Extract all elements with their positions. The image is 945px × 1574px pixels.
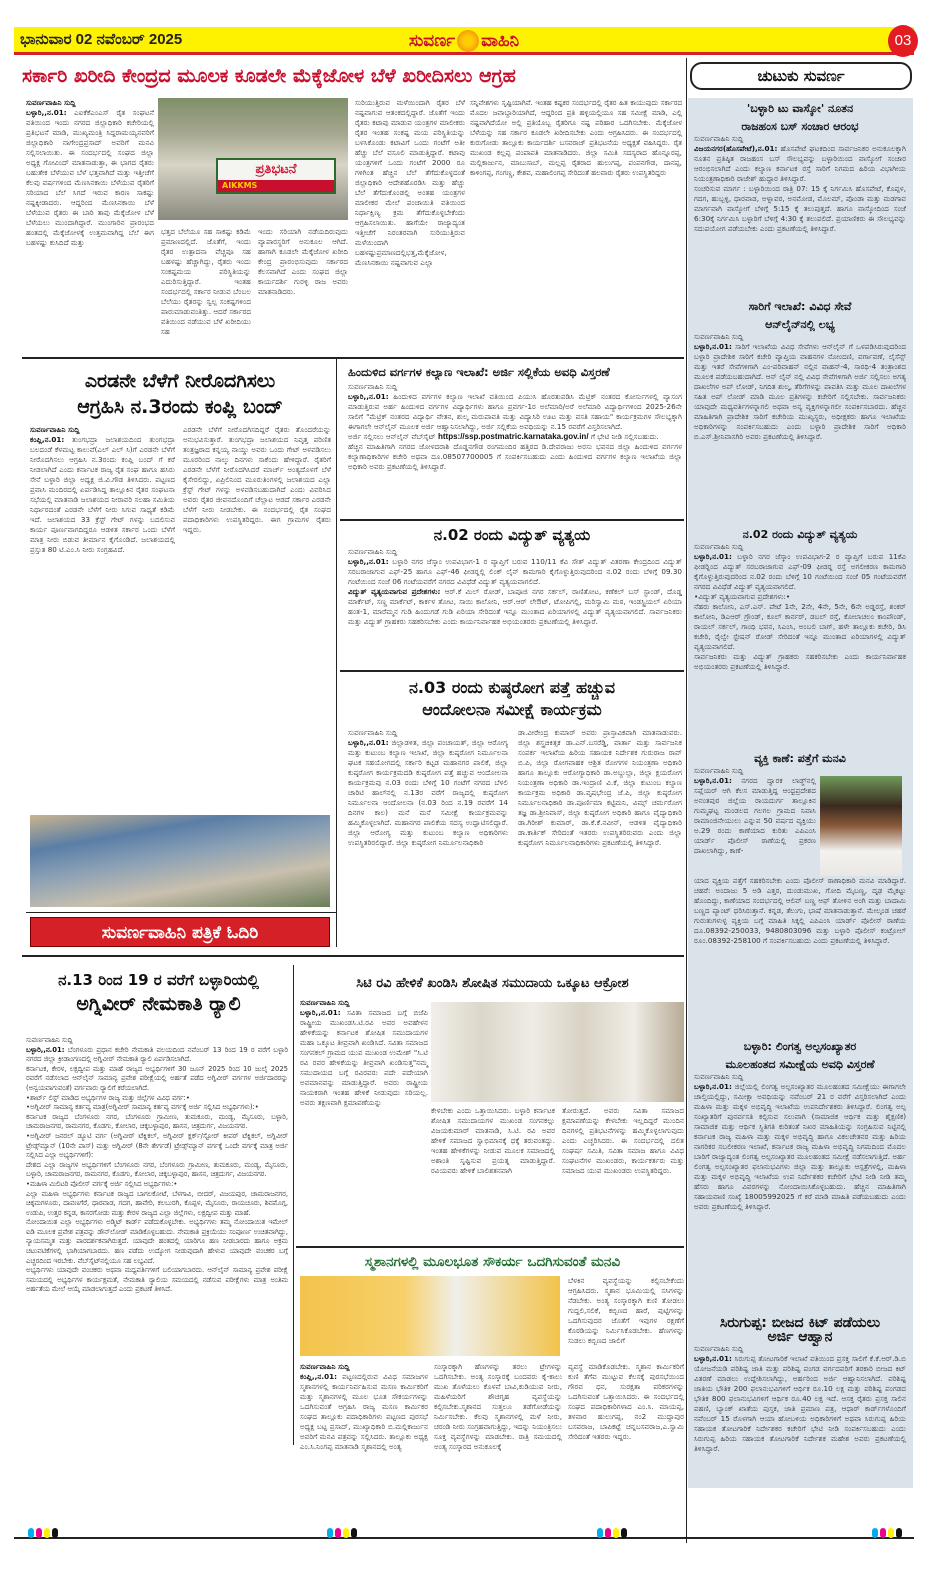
yellow-dot-icon	[613, 1528, 619, 1538]
article-text: ಆರ್.ಕೆ ಮಿಲ್ ರೋಡ್, ಬಾಪೂಜಿ ನಗರ ಸರ್ಕಲ್, ರಾಣಿತೋಟ, ಕಣೆಕಲ್ ಬಸ್ ಸ್ಟಾಂಡ್, ದೊಡ್ಡ ಮಾರ್ಕೆಟ್, ಸಣ್ಣ ಮಾರ್ಕೆಟ್, ಕಾರ್ಕಳ ತೋಟ, ಸಾಯಿ ಕಾಲೋನಿ, ಆರ್.ಆರ್ ಲೇಔಟ್, ಟೋಪಿಗಲ್ಲಿ, ಮರಿಸ್ವಾಮಿ ಮಠ, ಇಂಡಸ್ಟ್ರಿಯಲ್ ಏರಿಯಾ ಹಂತ-1, ಮಾರೆಮ್ಮನ ಗುಡಿ ಹಿಂದುಗಡೆ ಗುಡಿ ಏರಿಯಾ ಸೇರಿದಂತೆ ಇನ್ನೂ ಮುಂತಾದ ಏರಿಯಾಗಳಲ್ಲಿ ವಿದ್ಯುತ್ ವ್ಯತ್ಯಯವಾಗಲಿದೆ. ಸಾರ್ವಜನಿಕರು ಮತ್ತು ವಿದ್ಯುತ್ ಗ್ರಾಹಕರು ಸಹಕರಿಸಬೇಕು ಎಂದು ಕಾರ್ಯನಿರ್ವಾಹಕ ಅಭಿಯಂತರರು ಪ್ರಕಟಣೆಯಲ್ಲಿ ತಿಳಿಸಿದ್ದಾರೆ.	[348, 587, 682, 626]
maize-headline: ಸರ್ಕಾರಿ ಖರೀದಿ ಕೇಂದ್ರದ ಮೂಲಕ ಕೂಡಲೇ ಮೆಕ್ಕೆಜೋಳ ಬೆಳೆ ಖರೀದಿಸಲು ಆಗ್ರಹ	[22, 65, 516, 87]
article-text: •ಮಹಿಳಾ ಮಿಲಿಟರಿ ಪೊಲೀಸ್ ವರ್ಗಕ್ಕೆ ಅರ್ಜಿ ಸಲ್ಲಿಸಿದ ಅಭ್ಯರ್ಥಿಗಳು:•	[26, 1179, 178, 1188]
areas-label: ವಿದ್ಯುತ್ ವ್ಯತ್ಯಯವಾಗುವ ಪ್ರದೇಶಗಳು:	[348, 587, 441, 596]
sidebar-item-missing-person	[694, 752, 906, 946]
article-text: ಅರ್ಜಿ ಸಲ್ಲಿಸಲು ಆನ್‍ಲೈನ್ ವೆಬ್‍ಸೈಟ್	[348, 432, 436, 441]
article-text: ಎಲ್ಲಾ ಮಹಿಳಾ ಅಭ್ಯರ್ಥಿಗಳು ಕರ್ನಾಟಕ ರಾಜ್ಯದ ಬಾಗಲಕೋಟೆ, ಬೆಳಗಾವಿ, ಬೀದರ್, ವಿಜಯಪುರ, ಚಾಮರಾಜನಗರ, ಚಿಕ್ಕಮಗಳೂರು, ದಾವಣಗೆರೆ, ಧಾರವಾಡ, ಗದಗ, ಹಾವೇರಿ, ಕಲಬುರಗಿ, ಕೊಪ್ಪಳ, ಮೈಸೂರು, ರಾಯಚೂರು, ಶಿವಮೊಗ್ಗ, ಉಡುಪಿ, ಉತ್ತರ ಕನ್ನಡ, ಕಾಸರಗೋಡು ಮತ್ತು ಕೇರಳ ರಾಜ್ಯದ ಎಲ್ಲಾ ಜಿಲ್ಲೆಗಳು, ಲಕ್ಷದ್ವೀಪ ಮತ್ತು ಮಾಹೆ.	[26, 1189, 288, 1217]
headline-line: ಎರಡನೇ ಬೆಳೆಗೆ ನೀರೊದಗಿಸಲು	[84, 370, 276, 392]
headline-line: ನ.03 ರಂದು ಕುಷ್ಠರೋಗ ಪತ್ತೆ ಹಚ್ಚುವ	[409, 678, 615, 697]
divider	[22, 357, 684, 359]
dateline: ಬಳ್ಳಾರಿ,ನ.01:	[694, 342, 732, 351]
sidebar-item-bus	[694, 102, 906, 234]
brief-headline: ಸಿರುಗುಪ್ಪ: ಬೀಜದ ಕಿಟ್ ಪಡೆಯಲು	[719, 1315, 881, 1331]
kampli-headline	[30, 368, 330, 420]
brief-text: ಸಾರ್ವಜನಿಕರು ಮತ್ತು ವಿದ್ಯುತ್ ಗ್ರಾಹಕರು ಸಹಕರಿಸಬೇಕು ಎಂದು ಕಾರ್ಯನಿರ್ವಾಹಕ ಅಭಿಯಂತರರು ಪ್ರಕಟಣೆಯಲ್ಲಿ ತಿಳಿಸಿದ್ದಾರೆ.	[694, 652, 906, 671]
protest-photo	[158, 98, 348, 220]
byline: ಸುವರ್ಣವಾಹಿನಿ ಸುದ್ದಿ	[300, 1362, 350, 1371]
cemetery-headline: ಸ್ಮಶಾನಗಳಲ್ಲಿ ಮೂಲಭೂತ ಸೌಕರ್ಯ ಒದಗಿಸುವಂತೆ ಮನವಿ	[364, 1254, 621, 1270]
brief-headline: 'ಬಳ್ಳಾರಿ ಟು ವಾಸ್ಕೋ' ನೂತನ	[746, 102, 854, 115]
missing-person-photo	[820, 776, 902, 876]
registration-mark	[597, 1528, 627, 1538]
registration-mark	[872, 1528, 902, 1538]
article-text: ಕರ್ನಾಟಕ ರಾಜ್ಯದ ಬೆಂಗಳೂರು ನಗರ, ಬೆಂಗಳೂರು ಗ್ರಾಮೀಣ, ತುಮಕೂರು, ಮಂಡ್ಯ, ಮೈಸೂರು, ಬಳ್ಳಾರಿ, ಚಾಮರಾಜನಗರ, ರಾಮನಗರ, ಕೊಡಗು, ಕೋಲಾರ, ಚಿಕ್ಕಬಳ್ಳಾಪುರ, ಹಾಸನ, ಚಿತ್ರದುರ್ಗ, ವಿಜಯನಗರ.	[26, 1112, 288, 1131]
page-number: 03	[888, 25, 918, 57]
bottom-rule	[14, 1537, 914, 1539]
headline-line: ಆಂದೋಲನಾ ಸಮೀಕ್ಷೆ ಕಾರ್ಯಕ್ರಮ	[422, 700, 602, 719]
article-text: •ಅಗ್ನಿವೀರ್ ಜನರಲ್ ಡ್ಯೂಟಿ ವರ್ಗ (ಅಗ್ನಿವೀರ್ ಟೆಕ್ನಿಕಲ್, ಅಗ್ನಿವೀರ್ ಕ್ಲರ್ಕ್/ಸ್ಟೋರ್ ಕೀಪರ್ ಟೆಕ್ನಿಕಲ್, ಅಗ್ನಿವೀರ್ ಟ್ರೇಡ್ಸ್‌ಮ್ಯಾನ್ (10ನೇ ಪಾಸ್) ಮತ್ತು ಅಗ್ನಿವೀರ್ (8ನೇ ತೇರ್ಗಡೆ) ಟ್ರೇಡ್ಸ್‌ಮ್ಯಾನ್ ವರ್ಗಕ್ಕೆ ಒಂದೇ ವರ್ಗಕ್ಕೆ ಮಾತ್ರ ಅರ್ಜಿ ಸಲ್ಲಿಸಿದ ಎಲ್ಲಾ ಅಭ್ಯರ್ಥಿಗಳಿಗೆ):	[26, 1131, 288, 1160]
cyan-dot-icon	[872, 1528, 878, 1538]
byline: ಸುವರ್ಣವಾಹಿನಿ ಸುದ್ದಿ	[694, 542, 744, 551]
article-text: ಎಐಕೆಕೆಎಂಎಸ್ ರೈತ ಸಂಘಟನೆ ವತಿಯಿಂದ ಇಂದು ನಗರದ ಜಿಲ್ಲಾಧಿಕಾರಿ ಕಚೇರಿಯಲ್ಲಿ ಪ್ರತಿಭಟನೆ ಮಾಡಿ, ಮುಖ್ಯಮಂತ್ರಿ ಸಿದ್ದರಾಮಯ್ಯನವರಿಗೆ ಜಿಲ್ಲಾಧಿಕಾರಿ ನಾಗೇಂದ್ರಪ್ರಸಾದ್ ಅವರಿಗೆ ಮನವಿ ಸಲ್ಲಿಸಲಾಯಿತು. ಈ ಸಂದರ್ಭದಲ್ಲಿ ಸಂಘದ ಜಿಲ್ಲಾ ಅಧ್ಯಕ್ಷ ಗೋವಿಂದ್ ಮಾತನಾಡುತ್ತಾ, ಈ ಭಾಗದ ರೈತರು ಬಹುತೇಕ ಬೆಳೆಯುವ ಬೆಳೆ ಭತ್ತವಾಗಿದೆ ಮತ್ತು ಇತ್ತೀಚೆಗೆ ಕೆಲವು ವರ್ಷಗಳಿಂದ ಮೆಣಸಿನಕಾಯಿ ಬೆಳೆಯುವ ರೈತರಿಗೆ ಸರಿಯಾದ ಬೆಲೆ ಸಿಗದೆ ಇರುವ ಕಾರಣ ಸಾಕಷ್ಟು ನಷ್ಟಕ್ಕೀಡಾದರು. ಆದ್ದರಿಂದ ಮೆಣಸಿನಕಾಯಿ ಬೆಳೆ ಬೆಳೆಯುವ ರೈತರು ಈ ಬಾರಿ ತಾವು ಮೆಕ್ಕೆಜೋಳ ಬೆಳೆ ಬೆಳೆಯಲು ಮುಂದಾಗಿದ್ದಾರೆ. ಮುಂಗಾರಿನ ಪ್ರಾರಂಭದ ಹಂತದಲ್ಲಿ ಮೆಕ್ಕೆಜೋಳಕ್ಕೆ ಉತ್ತಮವಾಗಿದ್ದ ಬೆಲೆ ಈಗ ಬಹಳಷ್ಟು ಕುಸಿದಿದೆ ಮತ್ತು	[26, 108, 154, 247]
article-text: ದೇಶದ ಎಲ್ಲಾ ರಾಜ್ಯಗಳ ಅಭ್ಯರ್ಥಿಗಳಿಗೆ ಬೆಂಗಳೂರು ನಗರ, ಬೆಂಗಳೂರು ಗ್ರಾಮೀಣ, ತುಮಕೂರು, ಮಂಡ್ಯ, ಮೈಸೂರು, ಬಳ್ಳಾರಿ, ಚಾಮರಾಜನಗರ, ರಾಮನಗರ, ಕೊಡಗು, ಕೋಲಾರ, ಚಿಕ್ಕಬಳ್ಳಾಪುರ, ಹಾಸನ, ಚಿತ್ರದುರ್ಗ, ವಿಜಯನಗರ.	[26, 1160, 288, 1179]
agniveer-headline	[26, 968, 291, 1016]
brief-headline: ಸಾರಿಗೆ ಇಲಾಖೆ: ವಿವಿಧ ಸೇವೆ	[748, 300, 852, 313]
cemetery-article-col2: ಸಂಸ್ಕಾರಕ್ಕಾಗಿ ಹೆಣಗಳನ್ನು ತರಲು ಟ್ರೇಗಳನ್ನು ಒದಗಿಸಬೇಕು. ಅಂತ್ಯ ಸಂಸ್ಕಾರಕ್ಕೆ ಬಂದವರು ಕೈ-ಕಾಲು ಮುಖ ತೊಳೆಯಲು ಕೊಳವೆ ಬಾವಿ,ಕುಡಿಯುವ ನೀರು, ಮಹಿಳೆಯರಿಗೆ ಶೌಚಗೃಹ ವ್ಯವಸ್ಥೆಯನ್ನು ಕಲ್ಪಿಸಬೇಕು.ಸ್ಮಶಾನದ ಸುತ್ತಲೂ ತಡೆಗೋಡೆಯನ್ನು ನಿರ್ಮಿಸಬೇಕು. ಕೆಲವು ಸ್ಮಶಾನಗಳಲ್ಲಿ ಮಳೆ ನೀರು, ಚರಂಡಿ ನೀರು ಸಂಗ್ರಹವಾಗುತ್ತಿದ್ದು, ಇದನ್ನು ನಿಯಂತ್ರಿಸಲು ಸೂಕ್ತ ವ್ಯವಸ್ಥೆಗಳನ್ನು ಮಾಡಬೇಕು. ರಾತ್ರಿ ಸಮಯದಲ್ಲಿ ಅಂತ್ಯ ಸಂಸ್ಕಾರದ ಅನುಕೂಲಕ್ಕೆ	[434, 1362, 562, 1451]
community-leaders-photo	[431, 1002, 684, 1102]
cemetery-article-col3-bottom: ವ್ಯವಸ್ಥೆ ಮಾಡಿಕೊಡಬೇಕು. ಸ್ಮಶಾನ ಕಾರ್ಮಿಕರಿಗೆ ಕುಣಿ ತೆಗೆವ ಮುಟ್ಟುವ ಕೆಲಸಕ್ಕೆ ಪುರಸಭೆಯಿಂದ ಗೌರವ ಧನ, ಸುರಕ್ಷತಾ ಪರಿಕರಗಳನ್ನು ಒದಗಿಸುವಂತೆ ಒತ್ತಾಯಿಸಿದರು. ಈ ಸಂದರ್ಭದಲ್ಲಿ ಸಂಘದ ಪದಾಧಿಕಾರಿಗಳಾದ ಎಂ.ಸಿ. ಮಾಯಪ್ಪ, ತಳವಾರ ಹುಲುಗಪ್ಪ, ನಂ2 ಮುದ್ದಾಪುರ ಬಸವರಾಜ, ಬಾಪಿಕಟ್ಟೆ ಚನ್ನಬಸವರಾಜ,ಎ.ಸ್ವಾಮಿ ಸೇರಿದಂತೆ ಇತರರು ಇದ್ದರು.	[568, 1362, 684, 1441]
brief-headline: ಆನ್‍ಲೈನ್‍ನಲ್ಲಿ ಲಭ್ಯ	[765, 318, 835, 331]
leprosy-article-col2: ಡಾ.ವೀರೇಂದ್ರ ಕುಮಾರ್ ಅವರು ಪ್ರಾಸ್ತಾವಿಕವಾಗಿ ಮಾತನಾಡುವರು. ಜಿಲ್ಲಾ ಶಸ್ತ್ರಚಿಕಿತ್ಸಕ ಡಾ.ಎನ್.ಬಸರೆಡ್ಡಿ, ವಾರ್ತಾ ಮತ್ತು ಸಾರ್ವಜನಿಕ ಸಂಪರ್ಕ ಇಲಾಖೆಯ ಹಿರಿಯ ಸಹಾಯಕ ನಿರ್ದೇಶಕ ಗುರುರಾಜ ರಾವ್ ಬಿ.ಪಿ, ಜಿಲ್ಲಾ ರೋಗವಾಹಕ ಆಶ್ರಿತ ರೋಗಗಳ ನಿಯಂತ್ರಣಾ ಅಧಿಕಾರಿ ಹಾಗೂ ತಾಲ್ಲೂಕು ಆರೋಗ್ಯಾಧಿಕಾರಿ ಡಾ.ಅಬ್ದುಲ್ಲಾ, ಜಿಲ್ಲಾ ಕ್ಷಯರೋಗ ನಿಯಂತ್ರಣಾ ಅಧಿಕಾರಿ ಡಾ.ಇಂದ್ರಾಣಿ ವಿ.ಕೆ, ಜಿಲ್ಲಾ ಕುಟುಂಬ ಕಲ್ಯಾಣ ಕಾರ್ಯಕ್ರಮ ಅಧಿಕಾರಿ ಡಾ.ವೃಷಭೇಂದ್ರ ಜೆ.ಪಿ, ಜಿಲ್ಲಾ ಕುಷ್ಠರೋಗ ನಿರ್ಮೂಲನಾಧಿಕಾರಿ ಡಾ.ಪೂರ್ಣಿಮಾ ಕಟ್ಟಿಮನಿ, ವಿಮ್ಸ್ ಚರ್ಮರೋಗ ತಜ್ಞ ಡಾ.ಶ್ರೀನಿವಾಸ್, ಜಿಲ್ಲಾ ಕುಷ್ಠರೋಗ ಅಧಿಕಾರಿ ಹಾಗೂ ವೈದ್ಯಾಧಿಕಾರಿ ಡಾ.ಗಿರೀಶ್ ಕುಮಾರ್, ಡಾ.ಕೆ.ಕೆ.ನವೀನ್, ಆಡಳಿತ ವೈದ್ಯಾಧಿಕಾರಿ ಡಾ.ಕಾರ್ತಿಕ್ ಸೇರಿದಂತೆ ಇತರರು ಉಪಸ್ಥಿತರಿರುವರು ಎಂದು ಜಿಲ್ಲಾ ಕುಷ್ಠರೋಗ ನಿರ್ಮೂಲನಾಧಿಕಾರಿಗಳು ಪ್ರಕಟಣೆಯಲ್ಲಿ ತಿಳಿಸಿದ್ದಾರೆ.	[518, 728, 682, 847]
brief-text: ಸಿರುಗುಪ್ಪ ತೋಟಗಾರಿಕೆ ಇಲಾಖೆ ವತಿಯಿಂದ ಪ್ರಸಕ್ತ ಸಾಲಿಗೆ ಕೆ.ಕೆ.ಆರ್.ಡಿ.ಬಿ ಯೋಜನೆಯಡಿ ಪರಿಶಿಷ್ಟ ಜಾತಿ ಮತ್ತು ಪರಿಶಿಷ್ಟ ಪಂಗಡ ವರ್ಗದವರಿಗೆ ತರಕಾರಿ ಬೀಜದ ಕಿಟ್ ವಿತರಣೆ ಮಾಡಲು ಉದ್ದೇಶಿಸಲಾಗಿದ್ದು, ಅರ್ಹರಿಂದ ಅರ್ಜಿ ಆಹ್ವಾನಿಸಲಾಗಿದೆ. ಪರಿಶಿಷ್ಟ ಜಾತಿಯ ಭೌತಿಕ 200 ಫಲಾನುಭವಿಗಳಿಗೆ ಆರ್ಥಿಕ ರೂ.10 ಲಕ್ಷ ಮತ್ತು ಪರಿಶಿಷ್ಟ ಪಂಗಡದ ಭೌತಿಕ 800 ಫಲಾನುಭವಿಗಳಿಗೆ ಆರ್ಥಿಕ ರೂ.40 ಲಕ್ಷ ಇದೆ. ಆಸಕ್ತ ರೈತರು ಪ್ರಸಕ್ತ ಸಾಲಿನ ಪಹಣಿ, ಬ್ಯಾಂಕ್ ಖಾತೆಯ ಪುಸ್ತಕ, ಜಾತಿ ಪ್ರಮಾಣ ಪತ್ರ, ಆಧಾರ್ ಕಾರ್ಡ್‍ಗಳೊಂದಿಗೆ ನವೆಂಬರ್ 15 ರೊಳಗಾಗಿ ಆಯಾ ಹೋಬಳಿಯ ಅಧಿಕಾರಿಗಳಿಗೆ ಅಥವಾ ಸಿರುಗುಪ್ಪ ಹಿರಿಯ ಸಹಾಯಕ ತೋಟಗಾರಿಕೆ ನಿರ್ದೇಶಕರ ಕಚೇರಿಗೆ ಭೇಟಿ ನೀಡಿ ಸಂಪರ್ಕಿಸಬಹುದು ಎಂದು ಸಿರುಗುಪ್ಪ ಹಿರಿಯ ಸಹಾಯಕ ತೋಟಗಾರಿಕೆ ನಿರ್ದೇಶಕ ಮಹೇಶ ಅವರು ಪ್ರಕಟಣೆಯಲ್ಲಿ ತಿಳಿಸಿದ್ದಾರೆ.	[694, 1354, 906, 1453]
article-text: ಸವಿತಾ ಸಮಾಜದ ಬಗ್ಗೆ ಬಿಜೆಪಿ ರಾಷ್ಟ್ರೀಯ ಮುಖಂಡಸಿ.ಟಿ.ರವಿ ಅವರ ಅವಹೇಳನ ಹೇಳಿಕೆಯನ್ನು ಕರ್ನಾಟಕ ಶೋಷಿತ ಸಮುದಾಯಗಳ ಮಹಾ ಒಕ್ಕೂಟ ತೀವ್ರವಾಗಿ ಖಂಡಿಸಿದೆ. ಸವಿತಾ ಸಮಾಜದ ಸಂಗನಕಲ್ ಗ್ರಾಮದ ಯುವ ಮುಖಂಡ ಉಮೇಶ್ "ಸಿ.ಟಿ ರವಿ ರವರ ಹೇಳಿಕೆಯನ್ನು ತೀವ್ರವಾಗಿ ಖಂಡಿಸುತ್ತ"ನಮ್ಮ ಸಮುದಾಯದ ಬಗ್ಗೆ ರವಿರವರು ಪದೇ ಪದೇಯಾಗಿ ಅವಮಾನವನ್ನು ಮಾಡುತ್ತಿದ್ದಾರೆ. ಅವರು ರಾಷ್ಟ್ರೀಯ ನಾಯಕರಾಗಿ ಇಂತಹ ಹೇಳಿಕೆ ನೀಡುವುದು ಸರಿಯಲ್ಲ. ಅವರು ತಕ್ಷಣವಾಗಿ ಕ್ಷಮಾಪಣೆಯನ್ನು	[300, 1008, 428, 1107]
byline: ಸುವರ್ಣವಾಹಿನಿ ಸುದ್ದಿ	[694, 1344, 744, 1353]
brief-headline: ಬಳ್ಳಾರಿ: ಲಿಂಗತ್ವ ಅಲ್ಪಸಂಖ್ಯಾತರ	[743, 1040, 857, 1053]
byline: ಸುವರ್ಣವಾಹಿನಿ ಸುದ್ದಿ	[694, 134, 744, 143]
cemetery-article-col3-top: ಬೆಳಕಿನ ವ್ಯವಸ್ಥೆಯನ್ನು ಕಲ್ಪಿಸಬೇಕೆಂದು ಆಗ್ರಹಿಸಿದರು. ಸ್ಮಶಾನ ಭೂಮಿಯಲ್ಲಿ ಸಸಿಗಳನ್ನು ನೆಡಬೇಕು. ಅಂತ್ಯ ಸಂಸ್ಕಾರಕ್ಕಾಗಿ ಕುಣಿ ತೋಡಲು ಗುದ್ದಲಿ,ಸಲಿಕೆ, ಕಬ್ಬಿಣದ ಹಾರೆ, ಪುಟ್ಟಿಗಳನ್ನು ಒದಗಿಸುವುದರ ಜೊತೆಗೆ ಇವುಗಳ ರಕ್ಷಣೆಗೆ ಕೊಠಡಿಯನ್ನು ನಿರ್ಮಿಸಿಕೊಡಬೇಕು. ಹೆಣಗಳನ್ನು ಸುಡಲು ಕಬ್ಬಿಣದ ಜಾಲಿಗೆ	[568, 1276, 684, 1345]
divider	[22, 955, 684, 957]
dateline: ಬಳ್ಳಾರಿ,,ನ.01:	[26, 108, 67, 117]
sidebar-item-transport	[694, 300, 906, 442]
article-text: ಹೆಚ್ಚಿನ ಮಾಹಿತಿಗಾಗಿ ನಗರದ ಜೋಳದರಾಶಿ ದೊಡ್ಡನಗೌಡ ರಂಗಮಂದಿರ ಹತ್ತಿರದ ಡಿ.ದೇವರಾಜು ಅರಸು ಭವನದ ಜಿಲ್ಲಾ ಹಿಂದುಳಿದ ವರ್ಗಗಳ ಕಲ್ಯಾಣಾಧಿಕಾರಿಗಳ ಕಚೇರಿ ಅಥವಾ ದೂ.08507700005 ಗೆ ಸಂಪರ್ಕಿಸಬಹುದು ಎಂದು ಹಿಂದುಳಿದ ವರ್ಗಗಳ ಕಲ್ಯಾಣ ಇಲಾಖೆಯ ಜಿಲ್ಲಾ ಅಧಿಕಾರಿ ಅವರು ಪ್ರಕಟಣೆಯಲ್ಲಿ ತಿಳಿಸಿದ್ದಾರೆ.	[348, 442, 682, 471]
article-text: ಬೆಂಗಳೂರು ಪ್ರಧಾನ ಕಚೇರಿ ನೇಮಕಾತಿ ವಲಯದಿಂದ ನವೆಂಬರ್ 13 ರಿಂದ 19 ರ ವರೆಗೆ ಬಳ್ಳಾರಿ ನಗರದ ಜಿಲ್ಲಾ ಕ್ರೀಡಾಂಗಣದಲ್ಲಿ ಅಗ್ನಿವೀರ್ ನೇಮಕಾತಿ ರ್‍ಯಾಲಿ ಏರ್ಪಡಿಸಲಾಗಿದೆ.	[26, 1045, 288, 1064]
black-dot-icon	[621, 1528, 627, 1538]
column-divider	[336, 357, 337, 947]
article-text: •ಶಾರ್ಟ್ ಲಿಸ್ಟ್ ಮಾಡಿದ ಅಭ್ಯರ್ಥಿಗಳ ರಾಜ್ಯ ಮತ್ತು ಜಿಲ್ಲೆಗಳ ವಿವಿಧ ವರ್ಗ:•	[26, 1093, 190, 1102]
article-text: ಗೆ ಭೇಟಿ ನೀಡಿ ಸಲ್ಲಿಸಬಹುದು.	[590, 432, 659, 441]
yellow-dot-icon	[888, 1528, 894, 1538]
registration-mark	[327, 1528, 357, 1538]
logo-text-right: ವಾಹಿನಿ	[481, 31, 520, 51]
ct-ravi-article-col2: ಕೇಳಬೇಕು ಎಂದು ಒತ್ತಾಯಿಸಿದರು. ಬಳ್ಳಾರಿ ಕರ್ನಾಟಕ ಶೋಷಿತ ಸಮುದಾಯಗಳ ಮುಖಂಡ ಸಂಗನಕಲ್ಲು ವಿಜಯಕುಮಾರ್ ಮಾತನಾಡಿ, ಸಿ.ಟಿ. ರವಿ ಅವರ ಹೇಳಿಕೆ ಸಮಾಜದ ಸ್ವಾಭಿಮಾನಕ್ಕೆ ಧಕ್ಕೆ ತರುವಂತದ್ದು. ಇಂತಹ ಹೇಳಿಕೆಗಳನ್ನು ನೀಡುವ ಮೂಲಕ ಸಮಾಜದಲ್ಲಿ ಅಶಾಂತಿ ಸೃಷ್ಟಿಸುವ ಪ್ರಯತ್ನ ಮಾಡುತ್ತಿದ್ದಾರೆ. ರವಿಯವರು ಹೇಳಿಕೆ ಬಾಲಿಶತನವಾಗಿ	[431, 1106, 555, 1175]
byline: ಸುವರ್ಣವಾಹಿನಿ ಸುದ್ದಿ	[348, 547, 398, 556]
cyan-dot-icon	[28, 1528, 34, 1538]
dateline: ಬಳ್ಳಾರಿ,ನ.01:	[694, 1082, 732, 1091]
maize-article-col3: ಸುರಿಯುತ್ತಿರುವ ಮಳೆಯಿಂದಾಗಿ ರೈತರ ಬೆಳೆ ನಷ್ಟವಾಗುವ ಆತಂಕದಲ್ಲಿದ್ದಾರೆ. ಜೊತೆಗೆ ಇಂದು ರೈತರು ಕಟಾವು ಮಾಡುವ ಯಂತ್ರಗಳ ಮಾಲೀಕರು ರೈತರ ಇಂತಹ ಸಂಕಷ್ಟ ಮಯ ಪರಿಸ್ಥಿತಿಯನ್ನು ಬಳಸಿಕೊಂಡು ಕಟಾವಿಗೆ ಒಂದು ಗಂಟೆಗೆ ಅತೀ ಹೆಚ್ಚು ಬೆಲೆ ವಸೂಲಿ ಮಾಡುತ್ತಿದ್ದಾರೆ. ಕಟಾವು ಯಂತ್ರಗಳಿಗೆ ಒಂದು ಗಂಟೆಗೆ 2000 ರೂ ಗಳಿಗಿಂತ ಹೆಚ್ಚಿನ ಬೆಲೆ ತೆಗೆದುಕೊಳ್ಳದಂತೆ ಜಿಲ್ಲಾಧಿಕಾರಿ ಆದೇಶಹೊರಡಿಸಿ ಮತ್ತು ಹೆಚ್ಚು ಬೆಲೆ ತೆಗೆದುಕೊಂಡಲ್ಲಿ ಅಂತಹ ಯಂತ್ರಗಳ ಮಾಲೀಕರ ಮೇಲೆ ಪಂಚಾಯಿತಿ ವತಿಯಿಂದ ನಿರ್ಧಾಕ್ಷಿಣ್ಯ ಕ್ರಮ ತೆಗೆದುಕೊಳ್ಳಬೇಕೆಂದು ಆಗ್ರಹಿಸಲಾಯಿತು. ಹಾಗೆಯೇ ರಾಜ್ಯಾದ್ಯಂತ ಇತ್ತೀಚೆಗೆ ನಿರಂತರವಾಗಿ ಸುರಿಯುತ್ತಿರುವ ಮಳೆಯಿಂದಾಗಿ ಬಹಳಷ್ಟುಪ್ರಮಾಣದಲ್ಲಿಭತ್ತ,ಮೆಕ್ಕೆಜೋಳ, ಮೆಣಸಿನಕಾಯಿ ನಷ್ಟವಾಗುವ ಎಲ್ಲಾ	[355, 98, 465, 267]
article-text: ತುಂಗಭದ್ರಾ ಜಲಾಶಯದಿಂದ ತುಂಗಭದ್ರಾ ಬಲದಂಡೆ ಕೆಳಮಟ್ಟ ಕಾಲುವೆ(ಎಲ್ ಎಲ್ ಸಿ)ಗೆ ಎರಡನೇ ಬೆಳೆಗೆ ನೀರೊದಗಿಸಲು ಆಗ್ರಹಿಸಿ ನ.3ರಂದು ಕಂಪ್ಲಿ ಬಂದ್ ಗೆ ಕರೆ ನೀಡಲಾಗಿದೆ ಎಂದು ಕರ್ನಾಟಕ ರಾಜ್ಯ ರೈತ ಸಂಘ ಹಾಗೂ ಹಸಿರು ಸೇನೆ ಬಳ್ಳಾರಿ ಜಿಲ್ಲಾ ಅಧ್ಯಕ್ಷ ಜಿ.ವಿ.ಗೌಡ ತಿಳಿಸಿದರು. ಪಟ್ಟಣದ ಪ್ರವಾಸಿ ಮಂದಿರದಲ್ಲಿ ಏರ್ಪಡಿಸಿದ್ದ ತಾಲ್ಲೂಕಿನ ರೈತರ ಸಂಘಟನಾ ಸಭೆಯಲ್ಲಿ ಮಾತನಾಡಿ ಜಲಾಶಯದ ನೀರಾವರಿ ಸಲಹಾ ಸಮಿತಿಯ ನಿರ್ಧಾರದಂತೆ ಎರಡನೇ ಬೆಳೆಗೆ ನೀರು ಸಿಗುವ ಸಾಧ್ಯತೆ ಕಡಿಮೆ ಇದೆ. ಜಲಾಶಯದ 33 ಕ್ರೆಸ್ಟ್ ಗೇಟ್ ಗಳನ್ನು ಬದಲಿಸುವ ಕಾರ್ಯ ಪೂರ್ಣವಾಗದಿದ್ದರೂ ಆಡಳಿತ ಸರ್ಕಾರ ಒಂದು ಬೆಳೆಗೆ ಮಾತ್ರ ನೀರು ಬಿಡುವ ತೀರ್ಮಾನ ಕೈಗೊಂಡಿದೆ. ಜಲಾಶಯದಲ್ಲಿ ಪ್ರಸ್ತುತ 80 ಟಿ.ಎಂ.ಸಿ ನೀರು ಸಂಗ್ರಹವಿದೆ.	[30, 435, 175, 554]
maize-article-col1	[26, 98, 154, 248]
brief-text: ಜಿಲ್ಲೆಯಲ್ಲಿ ಲಿಂಗತ್ವ ಅಲ್ಪಸಂಖ್ಯಾತರ ಮೂಲಹಂತದ ಸಮೀಕ್ಷೆಯು ಈಗಾಗಲೇ ಚಾಲ್ತಿಯಲ್ಲಿದ್ದು, ಸಮೀಕ್ಷಾ ಅವಧಿಯನ್ನು ನವೆಂಬರ್ 21 ರ ವರೆಗೆ ವಿಸ್ತರಿಸಲಾಗಿದೆ ಎಂದು ಮಹಿಳಾ ಮತ್ತು ಮಕ್ಕಳ ಅಭಿವೃದ್ಧಿ ಇಲಾಖೆಯ ಉಪನಿರ್ದೇಶಕರು ತಿಳಿಸಿದ್ದಾರೆ. ಲಿಂಗತ್ವ ಅಲ್ಪ ಸಂಖ್ಯಾತರಿಗೆ ಪುನರ್ವಸತಿ ಕಲ್ಪಿಸುವ ಸಲುವಾಗಿ (ಸಾಮಾಜಿಕ ಆರ್ಥಿಕ ಮತ್ತು ಶೈಕ್ಷಣಿಕ) ಸಾಮಾಜಿಕ ಮತ್ತು ಆರ್ಥಿಕ ಸ್ಥಿತಿಗತಿ ಕುರಿತಂತೆ ನಿಖರ ಮಾಹಿತಿಯನ್ನು ಸಂಗ್ರಹಿಸುವ ನಿಟ್ಟಿನಲ್ಲಿ ಕರ್ನಾಟಕ ರಾಜ್ಯ ಮಹಿಳಾ ಮತ್ತು ಮಕ್ಕಳ ಅಭಿವೃದ್ಧಿ ಹಾಗೂ ವಿಕಲಚೇತನರ ಮತ್ತು ಹಿರಿಯ ನಾಗರಿಕರ ಸಬಲೀಕರಣ ಇಲಾಖೆ, ಕರ್ನಾಟಕ ರಾಜ್ಯ ಮಹಿಳಾ ಅಭಿವೃದ್ಧಿ ನಿಗಮದಿಂದ ಮೊದಲ ಬಾರಿಗೆ ರಾಜ್ಯಾದ್ಯಂತ ಲಿಂಗತ್ವ ಅಲ್ಪಸಂಖ್ಯಾತರ ಮೂಲಹಂತದ ಸಮೀಕ್ಷೆ ನಡೆಸಲಾಗುತ್ತಿದೆ. ಅರ್ಹ ಲಿಂಗತ್ವ ಅಲ್ಪಸಂಖ್ಯಾತರ ಫಲಾನುಭವಿಗಳು ಜಿಲ್ಲಾ ಮತ್ತು ತಾಲ್ಲೂಕು ಆಸ್ಪತ್ರೆಗಳಲ್ಲಿ, ಮಹಿಳಾ ಮತ್ತು ಮಕ್ಕಳ ಅಭಿವೃದ್ಧಿ ಇಲಾಖೆಯ ಉಪ ನಿರ್ದೇಶಕರ ಕಚೇರಿಗೆ ಭೇಟಿ ನೀಡಿ ನೀಡಿ ತಮ್ಮ ಹೆಸರು ಹಾಗೂ ವಿವರಗಳನ್ನು ನೋಂದಾಯಿಸಿಕೊಳ್ಳಬಹುದು. ಹೆಚ್ಚಿನ ಮಾಹಿತಿಗಾಗಿ ಸಹಾಯವಾಣಿ ಸಂಖ್ಯೆ 18005992025 ಗೆ ಕರೆ ಮಾಡಿ ಮಾಹಿತಿ ಪಡೆಯಬಹುದು ಎಂದು ಅವರು ಪ್ರಕಟಣೆಯಲ್ಲಿ ತಿಳಿಸಿದ್ದಾರೆ.	[694, 1082, 906, 1211]
brief-headline: ಅರ್ಜಿ ಆಹ್ವಾನ	[767, 1329, 833, 1345]
power-cut-article	[348, 547, 682, 627]
dateline: ಬಳ್ಳಾರಿ,,ನ.01:	[300, 1008, 341, 1017]
article-text: ಬಳ್ಳಾರಿ ನಗರ ಜೆಸ್ಕಾಂ ಉಪವಿಭಾಗ-1 ರ ವ್ಯಾಪ್ತಿಗೆ ಬರುವ 110/11 ಕೆವಿ ಸೌತ್ ವಿದ್ಯುತ್ ವಿತರಣಾ ಕೇಂದ್ರದಿಂದ ವಿದ್ಯುತ್ ಸರಬರಾಜಾಗುವ ಎಫ್-25 ಹಾಗೂ ಎಫ್-46 ಫೀಡರ್‍ನಲ್ಲಿ ಲಿಂಕ್ ಲೈನ್ ಕಾಮಗಾರಿ ಕೈಗೊಳ್ಳುತ್ತಿರುವುದರಿಂದ ನ.02 ರಂದು ಬೆಳಿಗ್ಗೆ 09.30 ಗಂಟೆಯಿಂದ ಸಂಜೆ 06 ಗಂಟೆಯವರೆಗೆ ನಗರದ ವಿವಿಧೆಡೆ ವಿದ್ಯುತ್ ವ್ಯತ್ಯಯವಾಗಲಿದೆ.	[348, 557, 682, 586]
divider	[296, 1246, 684, 1248]
black-dot-icon	[896, 1528, 902, 1538]
brief-headline: ಮೂಲಹಂತದ ಸಮೀಕ್ಷೆಯ ಅವಧಿ ವಿಸ್ತರಣೆ	[725, 1058, 875, 1071]
dateline: ಬಳ್ಳಾರಿ,ನ.01:	[694, 1354, 732, 1363]
column-divider	[293, 965, 294, 1445]
byline: ಸುವರ್ಣವಾಹಿನಿ ಸುದ್ದಿ	[348, 728, 398, 737]
yellow-dot-icon	[44, 1528, 50, 1538]
yellow-dot-icon	[343, 1528, 349, 1538]
logo-text-left: ಸುವರ್ಣ	[408, 31, 456, 51]
leprosy-headline	[340, 677, 684, 721]
brief-text: ನಗರದ ದ್ವಾರಕ ಲಾಡ್ಜ್‌ನಲ್ಲಿ ಸಪ್ಲೆಯರ್ ಆಗಿ ಕೆಲಸ ಮಾಡುತ್ತಿದ್ದ ಆಂಧ್ರಪ್ರದೇಶದ ಅನಂತಪುರ ಜಿಲ್ಲೆಯ ರಾಯದುರ್ಗ ತಾಲ್ಲೂಕಿನ ಗುಮ್ಮಘಟ್ಟ ಮಂಡಲದ ಗಲಗಲ ಗ್ರಾಮದ ನಿವಾಸಿ ರಾಮಾಂಜಿನೇಯುಲು ಎನ್ನುವ 50 ವರ್ಷದ ವ್ಯಕ್ತಿಯು ಅ.29 ರಂದು ಕಾಣೆಯಾದ ಕುರಿತು ಎಪಿಎಂಸಿ ಯಾರ್ಡ್ ಪೊಲೀಸ್ ಠಾಣೆಯಲ್ಲಿ ಪ್ರಕರಣ ದಾಖಲಾಗಿದ್ದು, ಕಾಣೆ-	[694, 776, 816, 855]
magenta-dot-icon	[605, 1528, 611, 1538]
brief-text: ಸಾರಿಗೆ ಇಲಾಖೆಯ ವಿವಿಧ ಸೇವೆಗಳು ಆನ್‍ಲೈನ್ ಗೆ ಒಳಪಡಿಸಿರುವುದರಿಂದ ಬಳ್ಳಾರಿ ಪ್ರಾದೇಶಿಕ ಸಾರಿಗೆ ಕಚೇರಿ ವ್ಯಾಪ್ತಿಯ ವಾಹನಗಳ ನೋಂದಣಿ, ವರ್ಗಾವಣೆ, ಲೈಸೆನ್ಸ್ ಮತ್ತು ಇತರೆ ಸೇವೆಗಳಿಗಾಗಿ ಎಂ-ಪರಿವಾಹನ್ ನಲ್ಲಿನ ವಾಹನ್-4, ಸಾರಥಿ-4 ತಂತ್ರಾಂಶದ ಮೂಲಕ ಪಡೆಯಬಹುದಾಗಿದೆ. ಆನ್ ಲೈನ್ ನಲ್ಲಿ ವಿವಿಧ ಸೇವೆಗಳಿಗಾಗಿ ಅರ್ಜಿ ಸಲ್ಲಿಸಲು ಅಗತ್ಯ ದಾಖಲೆಗಳ ಅಪ್ ಲೋಡ್, ನಿಗದಿತ ಶುಲ್ಕ, ತೆರಿಗೆಗಳನ್ನು ಪಾವತಿಸಿ ಮತ್ತು ಮೂಲ ದಾಖಲೆಗಳ ಸಹಿತ ಅಪ್ ಲೋಡ್ ಮಾಡಿ ಮೂಲ ಪ್ರತಿಗಳನ್ನು ಕಚೇರಿಗೆ ಸಲ್ಲಿಸಬೇಕು. ಸಾರ್ವಜನಿಕರು ಯಾವುದೇ ಮಧ್ಯವರ್ತಿಗಳನ್ನಾಗಲಿ ಅಥವಾ ಅನ್ಯ ವ್ಯಕ್ತಿಗಳನ್ನಾಗಲೀ ಸಂಪರ್ಕಿಸಬಾರದು. ಹೆಚ್ಚಿನ ಮಾಹಿತಿಗಾಗಿ ಪ್ರಾದೇಶಿಕ ಸಾರಿಗೆ ಕಚೇರಿಯ ಮುಖ್ಯಸ್ಥರು, ಅಧೀಕ್ಷಕರು ಹಾಗೂ ಇಲಾಖೆಯ ಅಧಿಕಾರಿಗಳನ್ನು ಸಂಪರ್ಕಿಸಬಹುದು ಎಂದು ಬಳ್ಳಾರಿ ಪ್ರಾದೇಶಿಕ ಸಾರಿಗೆ ಅಧಿಕಾರಿ ಬಿ.ಎಸ್.ಶ್ರೀನಿವಾಸಗಿರಿ ಅವರು ಪ್ರಕಟಣೆಯಲ್ಲಿ ತಿಳಿಸಿದ್ದಾರೆ.	[694, 342, 906, 441]
sidebar-item-seed-kit	[694, 1316, 906, 1454]
ct-ravi-article-col1	[300, 998, 428, 1108]
kampli-article-col1	[30, 425, 175, 555]
magenta-dot-icon	[335, 1528, 341, 1538]
dateline: ಬಳ್ಳಾರಿ,ನ.01:	[694, 552, 732, 561]
dateline: ಬಳ್ಳಾರಿ,ನ.01:	[694, 776, 732, 785]
power-cut-headline: ನ.02 ರಂದು ವಿದ್ಯುತ್ ವ್ಯತ್ಯಯ	[433, 526, 591, 544]
article-text: ಜಿಲ್ಲಾಡಳಿತ, ಜಿಲ್ಲಾ ಪಂಚಾಯತ್, ಜಿಲ್ಲಾ ಆರೋಗ್ಯ ಮತ್ತು ಕುಟುಂಬ ಕಲ್ಯಾಣ ಇಲಾಖೆ, ಜಿಲ್ಲಾ ಕುಷ್ಠರೋಗ ನಿರ್ಮೂಲನಾ ಘಟಕ ಸಹಯೋಗದಲ್ಲಿ ಸರ್ಕಾರಿ ಕಟ್ಟಡ ಮಹಾನಗರ ಪಾಲಿಕೆ, ಜಿಲ್ಲಾ ಕುಷ್ಠರೋಗ ಕಾರ್ಯಕ್ರಮದಡಿ ಕುಷ್ಠರೋಗ ಪತ್ತೆ ಹಚ್ಚುವ ಆಂದೋಲನಾ ಕಾರ್ಯಕ್ರಮವು ನ.03 ರಂದು ಬೆಳಿಗ್ಗೆ 10 ಗಂಟೆಗೆ ನಗರದ ಬೆಳಲಿ ಚಾರಿಟಿ ಹಾಲ್‍ನಲ್ಲಿ ನ.13ರ ವರೆಗೆ ರಾಜ್ಯದಲ್ಲಿ ಕುಷ್ಠರೋಗ ನಿರ್ಮೂಲನಾ ಆಂದೋಲನಾ (ನ.03 ರಿಂದ ನ.19 ರವರೆಗೆ 14 ದಿನಗಳ ಕಾಲ) ಮನೆ ಮನೆ ಸಮೀಕ್ಷೆ ಕಾರ್ಯಕ್ರಮವನ್ನು ಹಮ್ಮಿಕೊಳ್ಳಲಾಗಿದೆ. ಮಹಾನಗರ ಪಾಲಿಕೆಯ ಸದಸ್ಯ ಉದ್ಘಾಟಿಸಲಿದ್ದಾರೆ. ಜಿಲ್ಲಾ ಆರೋಗ್ಯ ಮತ್ತು ಕುಟುಂಬ ಕಲ್ಯಾಣ ಅಧಿಕಾರಿಗಳು ಉಪಸ್ಥಿತರಿರಲಿದ್ದಾರೆ. ಜಿಲ್ಲಾ ಕುಷ್ಠರೋಗ ನಿರ್ಮೂಲನಾಧಿಕಾರಿ	[348, 738, 508, 847]
promo-banner: ಸುವರ್ಣವಾಹಿನಿ ಪತ್ರಿಕೆ ಓದಿರಿ	[30, 917, 330, 947]
byline: ಸುವರ್ಣವಾಹಿನಿ ಸುದ್ದಿ	[348, 382, 398, 391]
dateline: ಬಳ್ಳಾರಿ,,ನ.01:	[348, 738, 389, 747]
brief-text: ಬಳ್ಳಾರಿ ನಗರ ಜೆಸ್ಕಾಂ ಉಪವಿಭಾಗ-2 ರ ವ್ಯಾಪ್ತಿಗೆ ಬರುವ 11ಕೆವಿ ಫೀಡರ್‍ನಿಂದ ವಿದ್ಯುತ್ ಸರಬರಾಜಾಗುವ ಎಫ್-09 ಫೀಡರ್‍ನ ರಸ್ತೆ ಅಗಲೀಕರಣ ಕಾಮಗಾರಿ ಕೈಗೊಳ್ಳುತ್ತಿರುವುದರಿಂದ ನ.02 ರಂದು ಬೆಳಿಗ್ಗೆ 10 ಗಂಟೆಯಿಂದ ಸಂಜೆ 05 ಗಂಟೆಯವರೆಗೆ ನಗರದ ವಿವಿಧೆಡೆ ವಿದ್ಯುತ್ ವ್ಯತ್ಯಯವಾಗಲಿದೆ.	[694, 552, 906, 591]
website-link[interactable]: https://ssp.postmatric.karnataka.gov.in/	[437, 432, 589, 441]
byline: ಸುವರ್ಣವಾಹಿನಿ ಸುದ್ದಿ	[694, 1072, 744, 1081]
column-divider	[686, 58, 687, 1543]
dateline: ಬಳ್ಳಾರಿ,,ನ.01:	[348, 557, 389, 566]
newspaper-logo	[14, 30, 914, 52]
masthead	[14, 27, 914, 55]
agniveer-article	[26, 1036, 288, 1295]
maize-article-col4: ಸನ್ನಿವೇಶಗಳು ಸೃಷ್ಟಿಯಾಗಿವೆ. ಇಂತಹ ಕಷ್ಟಕರ ಸಂದರ್ಭದಲ್ಲಿ ರೈತರ ಹಿತ ಕಾಯುವುದು ಸರ್ಕಾರದ ಮೊದಲ ಜವಾಬ್ದಾರಿಯಾಗಿದೆ, ಆದ್ದರಿಂದ ಪ್ರತಿ ಹಳ್ಳಿಯಲ್ಲಿಯೂ ಸಹ ಸಮೀಕ್ಷೆ ಮಾಡಿ, ಎಲ್ಲಿ ನಷ್ಟವಾಗಿದೆಯೋ ಅಲ್ಲಿ ಪ್ರತಿಯೊಬ್ಬ ರೈತರಿಗೂ ನಷ್ಟ ಪರಿಹಾರ ಒದಗಿಸಬೇಕು. ಮೆಕ್ಕೆಜೋಳ ಬೆಳೆಯನ್ನು ಸಹ ಸರ್ಕಾರ ಕೂಡಲೇ ಖರೀದಿಸಬೇಕು ಎಂದು ಆಗ್ರಹಿಸಿದರು. ಈ ಸಂದರ್ಭದಲ್ಲಿ ಕುರುಗೋಡು ತಾಲ್ಲೂಕು ಕಾರ್ಯದರ್ಶಿ ಬಸವರಾಜ್ ಪ್ರತಿಭಟನೆಯ ಅಧ್ಯಕ್ಷತೆ ವಹಿಸಿದ್ದರು. ರೈತ ಮುಖಂಡ ಕಲ್ಲಪ್ಪ ಪಂಪಾಪತಿ ಮಾತನಾಡಿದರು. ಜಿಲ್ಲಾ ಸಮಿತಿ ಸದಸ್ಯರಾದ ಹೊನ್ನೂರಪ್ಪ, ಮಲ್ಲಿಕಾರ್ಜುನ, ಮಾಬುಸಾಬ್, ಮಲ್ಲಪ್ಪ ರೈತರಾದ ಹುಲುಗಪ್ಪ, ಪಂಪನಗೌಡ, ದಾನಪ್ಪ, ಕಾಳಿಂಗಪ್ಪ, ಗಂಗಣ್ಣ, ಕೇಶವ, ಮಹಾಲಿಂಗಪ್ಪ ಸೇರಿದಂತೆ ಹಲವಾರು ರೈತರು ಉಪಸ್ಥಿತರಿದ್ದರು	[470, 99, 682, 177]
byline: ಸುವರ್ಣವಾಹಿನಿ ಸುದ್ದಿ	[26, 98, 76, 107]
brief-headline: ರಾಜಹಂಸ ಬಸ್ ಸಂಚಾರ ಆರಂಭ	[741, 120, 859, 133]
dateline: ಕಂಪ್ಲಿ,ನ.01:	[30, 435, 65, 444]
brief-headline: ನ.02 ರಂದು ವಿದ್ಯುತ್ ವ್ಯತ್ಯಯ	[742, 528, 858, 541]
areas-label: •ವಿದ್ಯುತ್ ವ್ಯತ್ಯಯವಾಗುವ ಪ್ರದೇಶಗಳು:•	[694, 592, 791, 601]
byline: ಸುವರ್ಣವಾಹಿನಿ ಸುದ್ದಿ	[694, 332, 744, 341]
byline: ಸುವರ್ಣವಾಹಿನಿ ಸುದ್ದಿ	[30, 425, 80, 434]
cyan-dot-icon	[597, 1528, 603, 1538]
brief-text: ಹೊಸಪೇಟೆ ಘಟಕದಿಂದ ಸಾರ್ವಜನಿಕರ ಅನುಕೂಲಕ್ಕಾಗಿ ನೂತನ ಪ್ರತಿಷ್ಠಿತ ರಾಜಹಂಸ ಬಸ್ ಸೌಲಭ್ಯವನ್ನು ಬಳ್ಳಾರಿಯಿಂದ ವಾಸ್ಕೋಗೆ ಸಂಚಾರ ಆರಂಭಿಸಲಾಗಿದೆ ಎಂದು ಕಲ್ಯಾಣ ಕರ್ನಾಟಕ ರಸ್ತೆ ಸಾರಿಗೆ ನಿಗಮದ ಹಿರಿಯ ವಿಭಾಗೀಯ ನಿಯಂತ್ರಣಾಧಿಕಾರಿ ರಾಜೇಶ್ ಹುದ್ದಾರ ತಿಳಿಸಿದ್ದಾರೆ.	[694, 144, 906, 183]
memorandum-submission-photo	[300, 1276, 560, 1356]
dateline: ವಿಜಯನಗರ(ಹೊಸಪೇಟೆ),ನ.01:	[694, 144, 778, 153]
divider	[26, 912, 336, 913]
divider	[340, 670, 684, 672]
brief-text: ಸಂಚರಿಸುವ ಮಾರ್ಗ : ಬಳ್ಳಾರಿಯಿಂದ ರಾತ್ರಿ 07: 15 ಕ್ಕೆ ನಿರ್ಗಮಿಸಿ ಹೊಸಪೇಟೆ, ಕೊಪ್ಪಳ, ಗದಗ, ಹುಬ್ಬಳ್ಳಿ, ಧಾರವಾಡ, ಅಳ್ನಾವರ, ಅನಮೋಡ, ಮೊಲಮ್, ಪೊಂಡಾ ಮತ್ತು ಮಡಗಾವ ಮಾರ್ಗವಾಗಿ ವಾಸ್ಕೋಗೆ ಬೆಳಿಗ್ಗೆ 5:15 ಕ್ಕೆ ತಲುಪುತ್ತದೆ. ಹಾಗೂ ವಾಸ್ಕೋದಿಂದ ಸಂಜೆ 6:30ಕ್ಕೆ ನಿರ್ಗಮಿಸಿ ಬಳ್ಳಾರಿಗೆ ಬೆಳಿಗ್ಗೆ 4:30 ಕ್ಕೆ ತಲುಪಲಿದೆ. ಪ್ರಯಾಣಿಕರು ಈ ಸೌಲಭ್ಯವನ್ನು ಸದುಪಯೋಗ ಪಡೆಯಬೇಕು ಎಂದು ಪ್ರಕಟಣೆಯಲ್ಲಿ ತಿಳಿಸಿದ್ದಾರೆ.	[694, 184, 906, 233]
brief-text: ಯಾದ ವ್ಯಕ್ತಿಯ ಪತ್ತೆಗೆ ಸಹಕರಿಸಬೇಕು ಎಂದು ಪೊಲೀಸ್ ಠಾಣಾಧಿಕಾರಿ ಮನವಿ ಮಾಡಿದ್ದಾರೆ. ಚಹರೆ: ಅಂದಾಜು 5 ಅಡಿ ಎತ್ತರ, ದುಂಡುಮುಖ, ಗೋದಿ ಮೈಬಣ್ಣ, ದೃಢ ಮೈಕಟ್ಟು ಹೊಂದಿದ್ದು, ಕಾಣೆಯಾದ ಸಂದರ್ಭದಲ್ಲಿ ಆಲಿವ್ ಬಣ್ಣ ಆಫ್ ತೋಳಿನ ಅಂಗಿ ಮತ್ತು ಬಾದಾಮಿ ಬಣ್ಣದ ಪ್ಯಾಂಟ್ ಧರಿಸಿರುತ್ತಾನೆ. ಕನ್ನಡ, ತೆಲುಗು, ಭಾಷೆ ಮಾತನಾಡುತ್ತಾನೆ. ಮೇಲ್ಕಂಡ ಚಹರೆ ಗುರುತುಗಳುಳ್ಳ ವ್ಯಕ್ತಿಯ ಬಗ್ಗೆ ಮಾಹಿತಿ ಸಿಕ್ಕಲ್ಲಿ ಎಪಿಎಂಸಿ ಯಾರ್ಡ್ ಪೊಲೀಸ್ ಠಾಣೆಯ ದೂ.08392-250033, 9480803096 ಮತ್ತು ಬಳ್ಳಾರಿ ಪೊಲೀಸ್ ಕಂಟ್ರೋಲ್ ರೂಂ.08392-258100 ಗೆ ಸಂಪರ್ಕಿಸಬಹುದು ಎಂದು ಪ್ರಕಟಣೆಯಲ್ಲಿ ತಿಳಿಸಿದ್ದಾರೆ.	[694, 876, 906, 945]
black-dot-icon	[351, 1528, 357, 1538]
backward-classes-headline: ಹಿಂದುಳಿದ ವರ್ಗಗಳ ಕಲ್ಯಾಣ ಇಲಾಖೆ: ಅರ್ಜಿ ಸಲ್ಲಿಕೆಯ ಅವಧಿ ವಿಸ್ತರಣೆ	[348, 365, 610, 379]
magenta-dot-icon	[36, 1528, 42, 1538]
backward-classes-article	[348, 382, 682, 472]
magenta-dot-icon	[880, 1528, 886, 1538]
dateline: ಬಳ್ಳಾರಿ,,ನ.01:	[348, 392, 389, 401]
article-text: ಕರ್ನಾಟಕ, ಕೇರಳ, ಲಕ್ಷದ್ವೀಪ ಮತ್ತು ಮಾಹೆ ರಾಜ್ಯದ ಅಭ್ಯರ್ಥಿಗಳಿಗೆ 30 ಜೂನ್ 2025 ರಿಂದ 10 ಜುಲೈ 2025 ರವರೆಗೆ ನಡೆಸಲಾದ ಆನ್‍ಲೈನ್ ಸಾಮಾನ್ಯ ಪ್ರವೇಶ ಪರೀಕ್ಷೆಯಲ್ಲಿ ಅರ್ಹತೆ ಪಡೆದ ಅಗ್ನಿವೀರ್ ವರ್ಗಗಳ ಅರ್ಜಿದಾರರನ್ನು (ಅನ್ವಯವಾಗುವಂತೆ) ವರ್ಗವಾರು ರ್‍ಯಾಲಿಗೆ ಕರೆಯಲಾಗಿದೆ.	[26, 1064, 288, 1092]
headline-line: ಅಗ್ನಿವೀರ್ ನೇಮಕಾತಿ ರ್‍ಯಾಲಿ	[76, 993, 241, 1015]
registration-mark	[28, 1528, 58, 1538]
cemetery-article-col1	[300, 1362, 428, 1452]
ct-ravi-headline: ಸಿಟಿ ರವಿ ಹೇಳಿಕೆ ಖಂಡಿಸಿ ಶೋಷಿತ ಸಮುದಾಯ ಒಕ್ಕೂಟ ಆಕ್ರೋಶ	[356, 976, 629, 991]
dateline: ಬಳ್ಳಾರಿ,,ನ.01:	[26, 1045, 65, 1054]
kampli-article-col2: ಎರಡನೇ ಬೆಳೆಗೆ ನೀರೊದಗಿಸದಿದ್ದರೆ ರೈತರು ತೊಂದರೆಯನ್ನು ಅನುಭವಿಸುತ್ತಾರೆ. ತುಂಗಭದ್ರಾ ಜಲಾಶಯದ ನಿವೃತ್ತ ಪರಿಣಿತ ತಂತ್ರಜ್ಞರಾದ ಕನ್ನಯ್ಯ ನಾಯ್ಡು ಅವರು ಒಂದು ಗೇಟ್ ಅಳವಡಿಸಲು ಮೂರರಿಂದ ನಾಲ್ಕು ದಿನಗಳು ಸಾಕೆಂದು ಹೇಳಿದ್ದಾರೆ. ರೈತರಿಗೆ ಎರಡನೇ ಬೆಳೆಗೆ ನೀರೊದಗಿಸಿದರೆ ಮಾರ್ಚ್ ಅಂತ್ಯದೊಳಗೆ ಬೆಳೆ ಕೈಸೇರಲಿದ್ದು, ಏಪ್ರಿಲಿನಿಂದ ಮೂರುತಿಂಗಳಲ್ಲಿ ಜಲಾಶಯದ ಎಲ್ಲಾ ಕ್ರೆಸ್ಟ್ ಗೇಟ್ ಗಳನ್ನು ಅಳವಡಿಸಬಹುದಾಗಿದೆ ಎಂದು ವಿವರಿಸಿದ ಅವರು ರೈತರ ಜೀವನದೊಂದಿಗೆ ಚೆಲ್ಲಾಟ ಆಡದೆ ಸರ್ಕಾರ ಎರಡನೇ ಬೆಳೆಗೆ ನೀರು ನೀಡಬೇಕು. ಈ ಸಂದರ್ಭದಲ್ಲಿ ರೈತ ಸಂಘದ ಪದಾಧಿಕಾರಿಗಳು ಉಪಸ್ಥಿತರಿದ್ದರು. ಈಗ ಗ್ರಾಮಗಳ ರೈತರು ಇದ್ದರು.	[183, 425, 331, 534]
article-text: ಅಭ್ಯರ್ಥಿಗಳು ಯಾವುದೇ ವಂಚಕರು ಅಥವಾ ಮಧ್ಯವರ್ತಿಗಳಿಗೆ ಬಲಿಯಾಗಬಾರದು. ಆನ್‍ಲೈನ್ ಸಾಮಾನ್ಯ ಪ್ರವೇಶ ಪರೀಕ್ಷೆ ಸಮಯದಲ್ಲಿ ಅಭ್ಯರ್ಥಿಗಳ ಕಾರ್ಯಕ್ಷಮತೆ, ನೇಮಕಾತಿ ರ್‍ಯಾಲಿಯ ಸಮಯದಲ್ಲಿ ನಡೆಸುವ ಪರೀಕ್ಷೆಗಳು ಮಾತ್ರ ಅಂತಿಮ ಅರ್ಹತೆಯ ಮೇಲೆ ಆಯ್ಕೆ ಮಾಡಲಾಗುತ್ತದೆ ಎಂದು ಪ್ರಕಟಣೆ ತಿಳಿಸಿದೆ.	[26, 1266, 288, 1294]
issue-date: ಭಾನುವಾರ 02 ನವೆಂಬರ್ 2025	[20, 31, 183, 48]
brief-text: ನೆಹರು ಕಾಲೋನಿ, ಎಸ್.ಎನ್. ಪೇಟೆ 1ನೇ, 2ನೇ, 4ನೇ, 5ನೇ, 6ನೇ ಅಡ್ಡರಸ್ತೆ, ಶಂಕರ್ ಕಾಲೋನಿ, ಡಿಎಆರ್ ಗ್ರೌಂಡ್, ಕೂಲ್ ಕಾರ್ನರ್, ಡಬಲ್ ರಸ್ತೆ, ಕೋಲಾಚಲಂ ಕಾಂಪೌಂಡ್, ರಾಯಲ್ ಸರ್ಕಲ್, ಗಾಂಧಿ ಭವನ, ಸಿಎಂಸಿ, ಅಂಬಲಿ ಬಾಗ್, ಹಳೇ ತಾಲ್ಲೂಕು ಕಚೇರಿ, ಡಿಸಿ ಕಚೇರಿ, ರೈಲ್ವೇ ಸ್ಟೇಷನ್ ರೋಡ್ ಸೇರಿದಂತೆ ಇನ್ನೂ ಮುಂತಾದ ಏರಿಯಾಗಳಲ್ಲಿ ವಿದ್ಯುತ್ ವ್ಯತ್ಯಯವಾಗಲಿದೆ.	[694, 602, 906, 651]
article-text: •ಅಗ್ನಿವೀರ್ ಸಾಮಾನ್ಯ ಕರ್ತವ್ಯ ಮಾತ್ರ(ಅಗ್ನಿವೀರ್ ಸಾಮಾನ್ಯ ಕರ್ತವ್ಯ ವರ್ಗಕ್ಕೆ ಅರ್ಜಿ ಸಲ್ಲಿಸಿದ ಅಭ್ಯರ್ಥಿಗಳು):•	[26, 1103, 259, 1112]
protest-banner: ಪ್ರತಿಭಟನೆ AIKKMS	[216, 158, 336, 194]
sidebar-title: ಚುಟುಕು ಸುವರ್ಣ	[690, 62, 912, 90]
article-text: ಹಿಂದುಳಿದ ವರ್ಗಗಳ ಕಲ್ಯಾಣ ಇಲಾಖೆ ವತಿಯಿಂದ ಪಿಯುಸಿ ಹೊರತುಪಡಿಸಿ ಮೆಟ್ರಿಕ್ ನಂತರದ ಕೋರ್ಸುಗಳಲ್ಲಿ ವ್ಯಾಸಂಗ ಮಾಡುತ್ತಿರುವ ಅರ್ಹ ಹಿಂದುಳಿದ ವರ್ಗಗಳ ವಿದ್ಯಾರ್ಥಿಗಳು ಹಾಗೂ ಪ್ರವರ್ಗ-1ರ ಅಲೆಮಾರಿ/ಅರೆ ಅಲೆಮಾರಿ ವಿದ್ಯಾರ್ಥಿಗಳಿಂದ 2025-26ನೇ ಸಾಲಿಗೆ "ಮೆಟ್ರಿಕ್ ನಂತರದ ವಿದ್ಯಾರ್ಥಿ ವೇತನ, ಶುಲ್ಕ ಮರುಪಾವತಿ ಮತ್ತು ವಿದ್ಯಾಸಿರಿ ಊಟ ಮತ್ತು ವಸತಿ ಸಹಾಯ" ಕಾರ್ಯಕ್ರಮಗಳ ಸೌಲಭ್ಯಕ್ಕಾಗಿ ಈಗಾಗಲೇ ಆನ್‍ಲೈನ್ ಮೂಲಕ ಅರ್ಜಿ ಆಹ್ವಾನಿಸಲಾಗಿದ್ದು, ಅರ್ಜಿ ಸಲ್ಲಿಕೆಯ ಅವಧಿಯನ್ನು ನ.15 ರವರೆಗೆ ವಿಸ್ತರಿಸಲಾಗಿದೆ.	[348, 392, 682, 431]
sun-logo-icon	[457, 30, 479, 52]
farmers-meeting-photo	[30, 815, 330, 907]
byline: ಸುವರ್ಣವಾಹಿನಿ ಸುದ್ದಿ	[26, 1036, 73, 1044]
maize-article-col2a: ಭತ್ತದ ಬೆಲೆಯೂ ಸಹ ಸಾಕಷ್ಟು ಕಡಿಮೆ ಪ್ರಮಾಣದಲ್ಲಿದೆ. ಜೊತೆಗೆ, ಇಂದು ರೈತರ ಉತ್ಪಾದನಾ ವೆಚ್ಚವೂ ಸಹ ಬಹಳಷ್ಟು ಹೆಚ್ಚಾಗಿದ್ದು, ರೈತರು ಇಂದು ಸಂಕಷ್ಟಮಯ ಪರಿಸ್ಥಿತಿಯನ್ನು ಎದುರಿಸುತ್ತಿದ್ದಾರೆ. ಇಂತಹ ಸಂದರ್ಭದಲ್ಲಿ ಸರ್ಕಾರ ನೀಡುವ ಬೆಂಬಲ ಬೆಲೆಯು ರೈತರನ್ನು ಸ್ವಲ್ಪ ಸಂಕಷ್ಟಗಳಿಂದ ಪಾರುಮಾಡುವಂತಿತ್ತು. ಆದರೆ ಸರ್ಕಾರದ ವತಿಯಿಂದ ನಡೆಯುವ ಬೆಳೆ ಖರೀದಿಯು ಸಹ	[161, 227, 251, 336]
brief-headline: ವ್ಯಕ್ತಿ ಕಾಣೆ: ಪತ್ತೆಗೆ ಮನವಿ	[754, 752, 846, 765]
article-text: ನೋಂದಾಯಿತ ಎಲ್ಲಾ ಅಭ್ಯರ್ಥಿಗಳು ಅಡ್ಮಿಟ್ ಕಾರ್ಡ್ ಪಡೆದುಕೊಳ್ಳಬೇಕು. ಅಭ್ಯರ್ಥಿಗಳು ತಮ್ಮ ನೋಂದಾಯಿತ ಇಮೇಲ್ ಐಡಿ ಮೂಲಕ ಪ್ರವೇಶ ಪತ್ರವನ್ನು ಡೌನ್‍ಲೋಡ್ ಮಾಡಿಕೊಳ್ಳಬಹುದು. ನೇಮಕಾತಿ ಪ್ರಕ್ರಿಯೆಯು ಸಂಪೂರ್ಣ ಉಚಿತವಾಗಿದ್ದು, ನ್ಯಾಯಸಮ್ಮತ ಮತ್ತು ಪಾರದರ್ಶಕವಾಗಿರುತ್ತದೆ. ಯಾವುದೇ ಹಂತದಲ್ಲಿ ಯಾರಿಗೂ ಹಣ ನೀಡಬಾರದು ಹಾಗೂ ಅಕ್ರಮ ಚಟುವಟಿಕೆಗಳಲ್ಲಿ ಭಾಗಿಯಾಗಬಾರದು. ಹಣ ಪಡೆದು ಉದ್ಯೋಗ ನೀಡುವುದಾಗಿ ಹೇಳುವ ಯಾವುದೇ ವಂಚಕರ ಬಗ್ಗೆ ಎಚ್ಚರದಿಂದ ಇರಬೇಕು. ವೆಬ್‍ಸೈಟ್‍ನಲ್ಲಿಯೂ ಸಹ ಲಭ್ಯವಿದೆ.	[26, 1218, 288, 1265]
ct-ravi-article-col3: ತೋರುತ್ತದೆ. ಅವರು ಸವಿತಾ ಸಮಾಜದ ಕ್ಷಮಾಪಣೆಯನ್ನು ಕೇಳಬೇಕು ಇಲ್ಲದಿದ್ದರೆ ಮುಂದಿನ ದಿನಗಳಲ್ಲಿ ಪ್ರತಿಭಟನೆಗಳನ್ನು ಹಮ್ಮಿಕೊಳ್ಳಲಾಗುವುದು ಎಂದು ಎಚ್ಚರಿಸಿದರು. ಈ ಸಂದರ್ಭದಲ್ಲಿ ದಲಿತ ಸಂಘರ್ಷ ಸಮಿತಿ, ಸವಿತಾ ಸಮಾಜ ಹಾಗೂ ವಿವಿಧ ಸಂಘಟನೆಗಳ ಮುಖಂಡರು, ಕಾರ್ಯಕರ್ತರು ಮತ್ತು ಸಮಾಜದ ಯುವ ಮುಖಂಡರು ಉಪಸ್ಥಿತರಿದ್ದರು.	[562, 1106, 684, 1175]
black-dot-icon	[52, 1528, 58, 1538]
divider	[340, 519, 684, 521]
leprosy-article-col1	[348, 728, 508, 848]
sidebar-item-survey	[694, 1040, 906, 1212]
cyan-dot-icon	[327, 1528, 333, 1538]
byline: ಸುವರ್ಣವಾಹಿನಿ ಸುದ್ದಿ	[300, 998, 350, 1007]
dateline: ಕಂಪ್ಲಿ,,ನ.01:	[300, 1372, 337, 1381]
headline-line: ಆಗ್ರಹಿಸಿ ನ.3ರಂದು ಕಂಪ್ಲಿ ಬಂದ್	[77, 396, 283, 418]
headline-line: ನ.13 ರಿಂದ 19 ರ ವರೆಗೆ ಬಳ್ಳಾರಿಯಲ್ಲಿ	[58, 971, 259, 989]
maize-article-col2b: ಇಂದು ಸರಿಯಾಗಿ ನಡೆಯದಿರುವುದು ವ್ಯಾಪಾರಸ್ಥರಿಗೆ ಅನುಕೂಲ ಆಗಿದೆ. ಹಾಗಾಗಿ ಕೂಡಲೇ ಮೆಕ್ಕೆಜೋಳ ಖರೀದಿ ಕೇಂದ್ರ ಪ್ರಾರಂಭಿಸುವುದು ಸರ್ಕಾರದ ಕೆಲಸವಾಗಿದೆ ಎಂದು ಸಂಘದ ಜಿಲ್ಲಾ ಕಾರ್ಯದರ್ಶಿ ಗುರಳ್ಳಿ ರಾಜ ಅವರು ಮಾತನಾಡಿದರು.	[258, 227, 348, 296]
article-text: ಪಟ್ಟಣದಲ್ಲಿರುವ ವಿವಿಧ ಸಮಾಜಗಳ ಸ್ಮಶಾನಗಳಲ್ಲಿ ಕಾರ್ಯನಿರ್ವಹಿಸುವ ಮಸಣ ಕಾರ್ಮಿಕರಿಗೆ ಮತ್ತು ಸ್ಮಶಾನಗಳಲ್ಲಿ ಮೂಲ ಭೂತ ಸೌಕರ್ಯಗಳನ್ನು ಒದಗಿಸುವಂತೆ ಆಗ್ರಹಿಸಿ ರಾಜ್ಯ ಮಸಣ ಕಾರ್ಮಿಕರ ಸಂಘದ ತಾಲ್ಲೂಕು ಪದಾಧಿಕಾರಿಗಳು ಪಟ್ಟಣದ ಪುರಸಭೆ ಅಧ್ಯಕ್ಷ ಬಟ್ಟ ಪ್ರಸಾದ್, ಮುಖ್ಯಾಧಿಕಾರಿ ಬಿ.ಮಲ್ಲಿಕಾರ್ಜುನ ಅವರಿಗೆ ಮನವಿ ಪತ್ರವನ್ನು ಸಲ್ಲಿಸಿದರು. ತಾಲ್ಲೂಕು ಅಧ್ಯಕ್ಷ ಎಂ.ಸಿ.ನಿಂಗಪ್ಪ ಮಾತನಾಡಿ ಸ್ಮಶಾನದಲ್ಲಿ ಅಂತ್ಯ	[300, 1372, 428, 1451]
sidebar-item-power	[694, 528, 906, 672]
byline: ಸುವರ್ಣವಾಹಿನಿ ಸುದ್ದಿ	[694, 766, 744, 775]
